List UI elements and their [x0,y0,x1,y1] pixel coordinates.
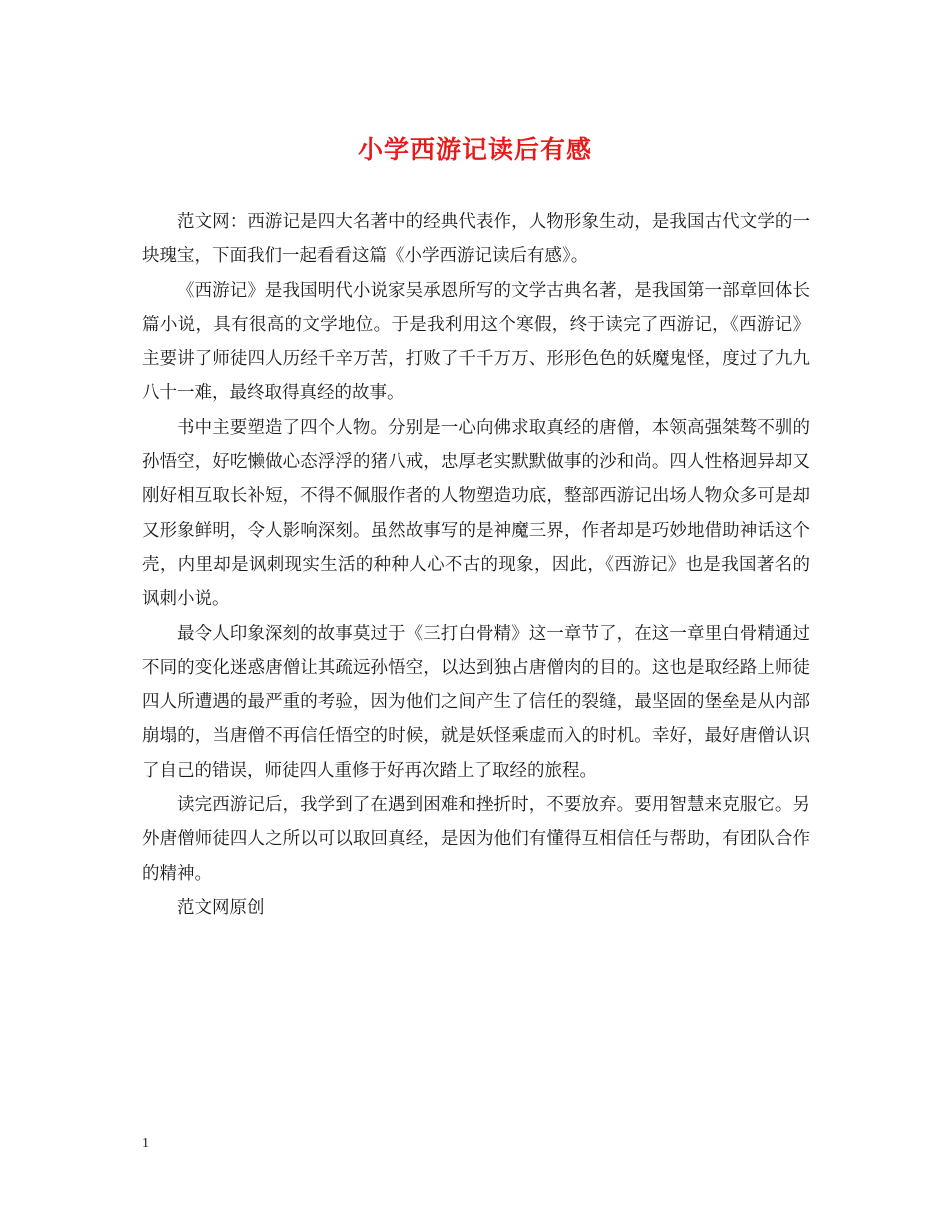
paragraph-characters: 书中主要塑造了四个人物。分别是一心向佛求取真经的唐僧，本领高强桀骜不驯的孙悟空，好吃懒做心态浮浮的猪八戒，忠厚老实默默做事的沙和尚。四人性格迥异却又刚好相互取长补短，不得不佩服作者的人物塑造功底，整部西游记出场人物众多可是却又形象鲜明，令人影响深刻。虽然故事写的是神魔三界，作者却是巧妙地借助神话这个壳，内里却是讽刺现实生活的种种人心不古的现象，因此，《西游记》也是我国著名的讽刺小说。 [142,417,810,610]
page-title: 小学西游记读后有感 [357,135,592,164]
page-number: 1 [142,1136,149,1151]
paragraph-book-overview: 《西游记》是我国明代小说家吴承恩所写的文学古典名著，是我国第一部章回体长篇小说，具有很高的文学地位。于是我利用这个寒假，终于读完了西游记，《西游记》主要讲了师徒四人历经千辛万苦，打败了千千万万、形形色色的妖魔鬼怪，度过了九九八十一难，最终取得真经的故事。 [142,280,810,404]
paragraph-lessons: 读完西游记后，我学到了在遇到困难和挫折时，不要放弃。要用智慧来克服它。另外唐僧师徒四人之所以可以取回真经，是因为他们有懂得互相信任与帮助，有团队合作的精神。 [142,795,810,884]
paragraph-intro: 范文网：西游记是四大名著中的经典代表作，人物形象生动，是我国古代文学的一块瑰宝，下面我们一起看看这篇《小学西游记读后有感》。 [142,212,810,267]
paragraph-memorable-story: 最令人印象深刻的故事莫过于《三打白骨精》这一章节了，在这一章里白骨精通过不同的变化迷惑唐僧让其疏远孙悟空，以达到独占唐僧肉的目的。这也是取经路上师徒四人所遭遇的最严重的考验，因为他们之间产生了信任的裂缝，最坚固的堡垒是从内部崩塌的，当唐僧不再信任悟空的时候，就是妖怪乘虚而入的时机。幸好，最好唐僧认识了自己的错误，师徒四人重修于好再次踏上了取经的旅程。 [142,623,810,781]
paragraph-source: 范文网原创 [177,897,265,918]
article-body [142,205,810,925]
